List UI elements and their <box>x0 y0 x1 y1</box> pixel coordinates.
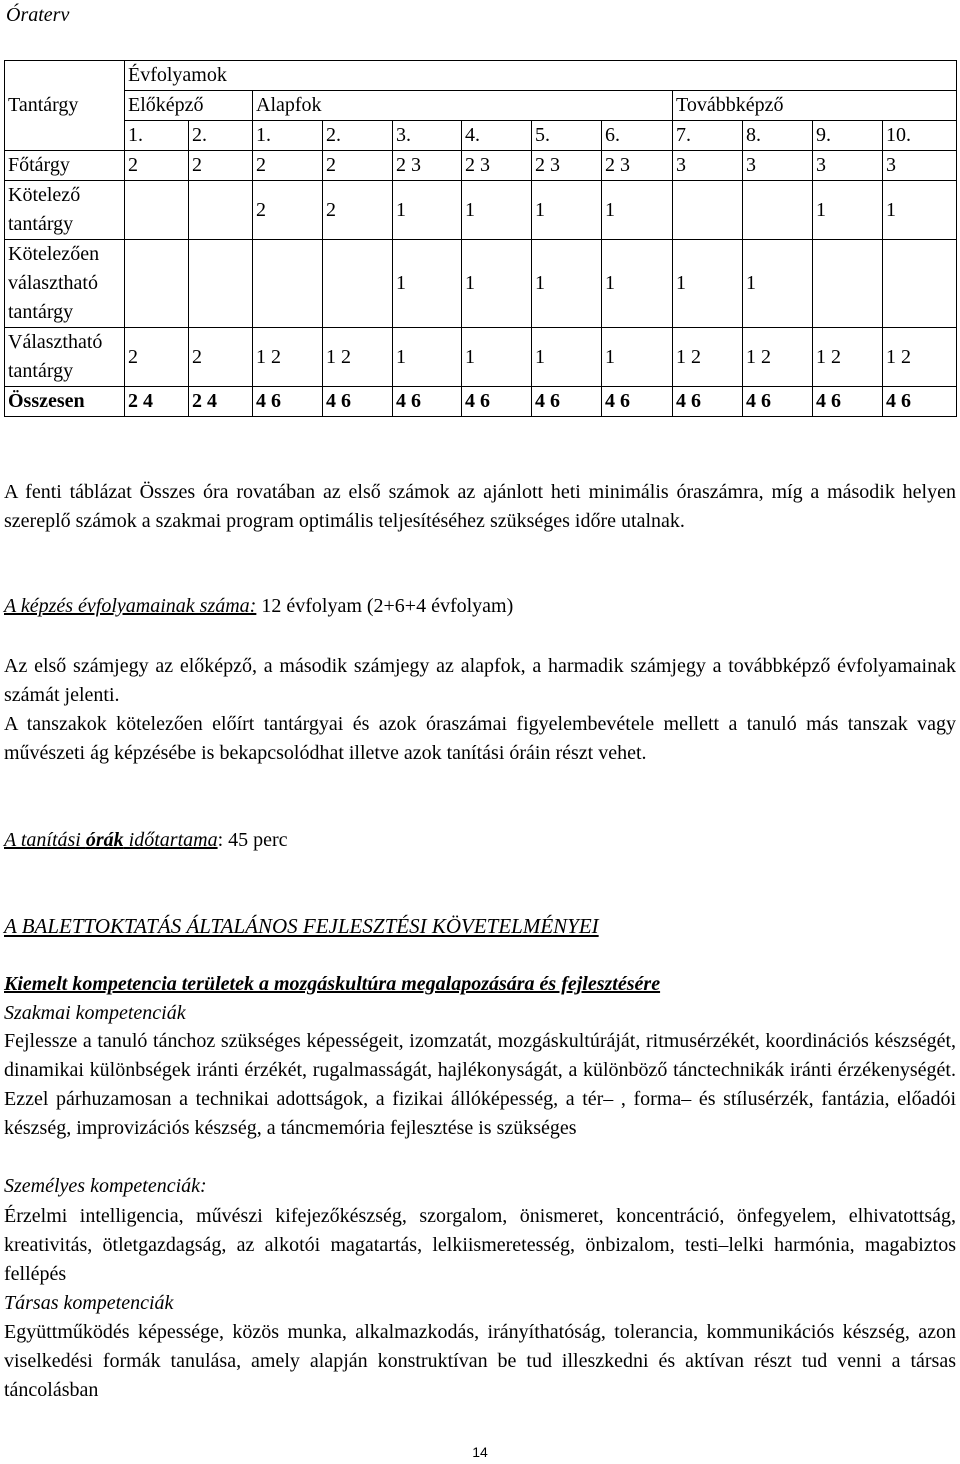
grade-cell: 3. <box>393 121 462 151</box>
table-cell: 2 3 <box>462 151 532 181</box>
table-cell: 1 <box>462 240 532 328</box>
grade-count-value: 12 évfolyam (2+6+4 évfolyam) <box>256 595 514 617</box>
row-fotargy <box>5 151 957 181</box>
table-cell: 2 <box>189 151 253 181</box>
table-cell: 1 2 <box>813 328 883 387</box>
table-cell: 1 <box>393 328 462 387</box>
table-cell <box>813 240 883 328</box>
group-alapfok: Alapfok <box>253 91 673 121</box>
grade-count-label: A képzés évfolyamainak száma: <box>4 595 257 617</box>
section-title-text: A BALETTOKTATÁS ÁLTALÁNOS FEJLESZTÉSI KÖVETELMÉNYEI <box>4 914 599 938</box>
table-cell: 1 <box>532 328 602 387</box>
table-cell: 1 <box>743 240 813 328</box>
subsection-title <box>4 970 956 999</box>
tarsas-label: Társas kompetenciák <box>4 1292 174 1314</box>
tanszak-paragraph: A tanszakok kötelezően előírt tantárgyai és azok óraszámai figyelembevétele mellett a tanuló más tanszak vagy művészeti ág képzésébe is bekapcsolódhat illetve azok tanítási óráin részt vehet. <box>4 713 956 764</box>
table-cell: 2 3 <box>602 151 673 181</box>
grade-cell: 1. <box>253 121 323 151</box>
duration-label-a: A tanítási <box>4 829 86 851</box>
table-cell: 4 6 <box>883 387 957 417</box>
subsection-title-text: Kiemelt kompetencia területek a mozgáskultúra megalapozására és fejlesztésére <box>4 973 661 995</box>
szakmai-label: Szakmai kompetenciák <box>4 1002 186 1024</box>
szemelyes-text: Érzelmi intelligencia, művészi kifejezőkészség, szorgalom, önismeret, koncentráció, önfegyelem, elhivatottság, kreativitás, ötletgazdagság, az alkotói magatartás, lelkiismeretesség, önbizalom, testi–lelki harmónia, magabiztos fellépés <box>4 1205 956 1285</box>
table-cell <box>883 240 957 328</box>
grade-cell: 10. <box>883 121 957 151</box>
grade-cell: 9. <box>813 121 883 151</box>
grades-header: Évfolyamok <box>125 61 957 91</box>
group-tovabbkepzo: Továbbképző <box>673 91 957 121</box>
table-cell: 1 2 <box>883 328 957 387</box>
digit-meaning-paragraph: Az első számjegy az előképző, a második számjegy az alapfok, a harmadik számjegy a továbbképző évfolyamainak számát jelenti. <box>4 655 956 706</box>
table-cell <box>189 181 253 240</box>
table-cell: 2 <box>125 151 189 181</box>
group-elokepzo: Előképző <box>125 91 253 121</box>
table-cell: 1 2 <box>743 328 813 387</box>
table-cell: 1 <box>393 240 462 328</box>
row-label: Kötelező tantárgy <box>5 181 125 240</box>
grade-cell: 1. <box>125 121 189 151</box>
duration-label-b: órák <box>85 829 124 851</box>
table-cell: 3 <box>883 151 957 181</box>
table-cell <box>189 240 253 328</box>
table-cell <box>673 181 743 240</box>
table-cell: 3 <box>673 151 743 181</box>
subject-header: Tantárgy <box>5 61 125 151</box>
grade-number-row <box>5 121 957 151</box>
table-cell: 1 2 <box>323 328 393 387</box>
table-cell: 2 <box>189 328 253 387</box>
table-cell: 4 6 <box>253 387 323 417</box>
table-cell: 2 4 <box>125 387 189 417</box>
table-cell: 4 6 <box>602 387 673 417</box>
table-cell <box>125 240 189 328</box>
table-cell: 2 <box>253 181 323 240</box>
table-cell: 4 6 <box>532 387 602 417</box>
duration-label-c: időtartama <box>123 829 218 851</box>
table-cell <box>323 240 393 328</box>
grade-cell: 5. <box>532 121 602 151</box>
table-cell <box>125 181 189 240</box>
table-note-paragraph: A fenti táblázat Összes óra rovatában az első számok az ajánlott heti minimális óraszámra, míg a második helyen szereplő számok a szakmai program optimális teljesítéséhez szükséges időre utalnak. <box>4 481 956 532</box>
table-cell: 4 6 <box>323 387 393 417</box>
table-cell: 1 <box>462 181 532 240</box>
row-kotelezo <box>5 181 957 240</box>
table-cell: 4 6 <box>813 387 883 417</box>
row-label: Főtárgy <box>5 151 125 181</box>
table-cell: 3 <box>743 151 813 181</box>
grade-cell: 2. <box>323 121 393 151</box>
row-valaszthato <box>5 328 957 387</box>
table-cell <box>253 240 323 328</box>
table-cell <box>743 181 813 240</box>
table-cell: 1 2 <box>253 328 323 387</box>
table-cell: 1 <box>532 240 602 328</box>
table-cell: 2 <box>125 328 189 387</box>
duration-value: : 45 perc <box>217 829 288 851</box>
table-cell: 1 <box>602 328 673 387</box>
row-label: Kötelezően választható tantárgy <box>5 240 125 328</box>
row-kotelezoen-valaszthato <box>5 240 957 328</box>
grade-count-paragraph <box>4 592 956 621</box>
table-cell: 4 6 <box>673 387 743 417</box>
szemelyes-label: Személyes kompetenciák: <box>4 1175 207 1197</box>
table-header-row <box>5 61 957 91</box>
table-cell: 1 <box>813 181 883 240</box>
section-title <box>4 912 956 941</box>
table-cell: 4 6 <box>393 387 462 417</box>
table-cell: 2 3 <box>532 151 602 181</box>
table-cell: 1 <box>462 328 532 387</box>
table-cell: 1 <box>602 181 673 240</box>
page-number: 14 <box>472 1444 488 1460</box>
table-cell: 1 <box>673 240 743 328</box>
table-cell: 4 6 <box>743 387 813 417</box>
row-osszesen <box>5 387 957 417</box>
grade-cell: 8. <box>743 121 813 151</box>
group-header-row <box>5 91 957 121</box>
table-cell: 1 2 <box>673 328 743 387</box>
grade-cell: 6. <box>602 121 673 151</box>
tarsas-text: Együttműködés képessége, közös munka, alkalmazkodás, irányíthatóság, tolerancia, kommunikációs készség, azon viselkedési formák tanulása, amely alapján konstruktívan be tud illeszkedni és aktívan részt tud venni a társas táncolásban <box>4 1321 956 1401</box>
table-cell: 1 <box>602 240 673 328</box>
table-cell: 2 <box>323 181 393 240</box>
table-cell: 1 <box>532 181 602 240</box>
page-heading: Óraterv <box>6 4 70 26</box>
lesson-duration-paragraph <box>4 826 956 855</box>
table-cell: 2 4 <box>189 387 253 417</box>
row-label: Összesen <box>5 387 125 417</box>
table-cell: 3 <box>813 151 883 181</box>
table-cell: 2 <box>253 151 323 181</box>
szakmai-text: Fejlessze a tanuló tánchoz szükséges képességeit, izomzatát, mozgáskultúráját, ritmusérzékét, koordinációs készségét, dinamikai különbségek iránti érzékét, rugalmasságát, hajlékonyságát, a különböző tánctechnikák iránti érzékenységét. Ezzel párhuzamosan a technikai adottságok, a fizikai állóképesség, a tér– , forma– és stílusérzék, fantázia, előadói készség, improvizációs készség, a táncmemória fejlesztése is szükséges <box>4 1030 956 1139</box>
grade-cell: 7. <box>673 121 743 151</box>
table-cell: 2 3 <box>393 151 462 181</box>
row-label: Választható tantárgy <box>5 328 125 387</box>
table-cell: 1 <box>883 181 957 240</box>
table-cell: 1 <box>393 181 462 240</box>
table-cell: 4 6 <box>462 387 532 417</box>
grade-cell: 2. <box>189 121 253 151</box>
grade-cell: 4. <box>462 121 532 151</box>
table-cell: 2 <box>323 151 393 181</box>
curriculum-table <box>4 60 957 417</box>
